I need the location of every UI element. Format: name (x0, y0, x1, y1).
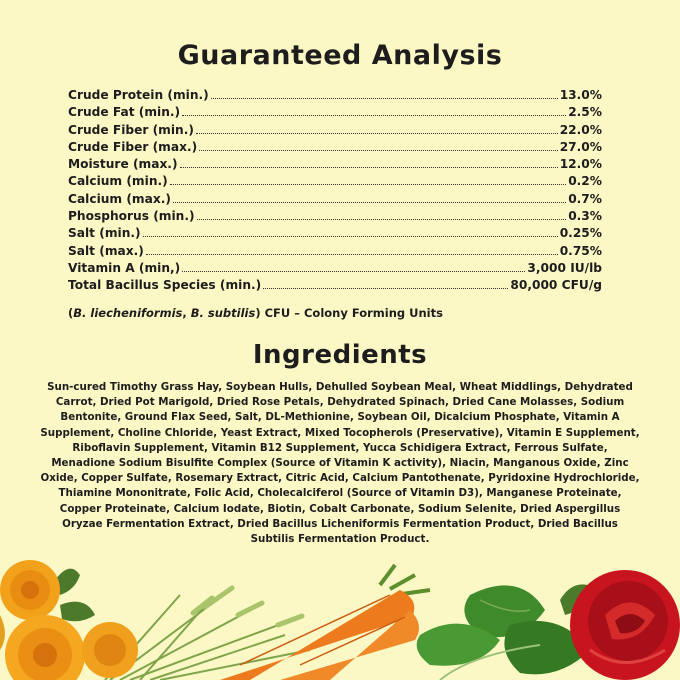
timothy-hay-icon (105, 588, 310, 680)
analysis-label: Crude Fat (min.) (68, 105, 181, 120)
dot-leader (173, 202, 566, 203)
guaranteed-analysis-table (68, 87, 602, 295)
ingredients-title: Ingredients (252, 340, 428, 370)
analysis-label: Crude Fiber (min.) (68, 122, 194, 137)
dot-leader (199, 150, 558, 151)
analysis-row (68, 208, 602, 225)
analysis-row (68, 277, 602, 294)
analysis-value: 12.0% (559, 157, 602, 172)
analysis-row (68, 191, 602, 208)
analysis-value: 0.25% (559, 226, 602, 241)
analysis-label: Vitamin A (min,) (68, 260, 181, 275)
note-rest: ) CFU – Colony Forming Units (255, 306, 443, 320)
analysis-row (68, 243, 602, 260)
analysis-label: Total Bacillus Species (min.) (68, 278, 262, 293)
dot-leader (197, 219, 567, 220)
analysis-row (68, 122, 602, 139)
marigold-icon (0, 560, 138, 680)
analysis-label: Phosphorus (min.) (68, 209, 195, 224)
analysis-label: Crude Fiber (max.) (68, 139, 198, 154)
analysis-row (68, 225, 602, 242)
ingredients-text: Sun-cured Timothy Grass Hay, Soybean Hulls, Dehulled Soybean Meal, Wheat Middlings, Dehydrated Carrot, Dried Pot Marigold, Dried Rose Petals, Dehydrated Spinach, Dried Cane Molasses, Sodium Bentonite, Ground Flax Seed, Salt, DL-Methionine, Soybean Oil, Dicalcium Phosphate, Vitamin A Supplement, Choline Chloride, Yeast Extract, Mixed Tocopherols (Preservative), Vitamin E Supplement, Riboflavin Supplement, Vitamin B12 Supplement, Yucca Schidigera Extract, Ferrous Sulfate, Menadione Sodium Bisulfite Complex (Source of Vitamin K activity), Niacin, Manganous Oxide, Zinc Oxide, Copper Sulfate, Rosemary Extract, Citric Acid, Calcium Pantothenate, Pyridoxine Hydrochloride, Thiamine Mononitrate, Folic Acid, Cholecalciferol (Source of Vitamin D3), Manganese Proteinate, Copper Proteinate, Calcium Iodate, Biotin, Cobalt Carbonate, Sodium Selenite, Dried Aspergillus Oryzae Fermentation Extract, Dried Bacillus Licheniformis Fermentation Product, Dried Bacillus Subtilis Fermentation Product. (40, 381, 640, 546)
dot-leader (146, 254, 558, 255)
cfu-note (68, 306, 443, 320)
analysis-row (68, 139, 602, 156)
analysis-value: 3,000 IU/lb (527, 260, 602, 275)
dot-leader (196, 133, 558, 134)
analysis-label: Crude Protein (min.) (68, 88, 209, 102)
analysis-value: 2.5% (568, 105, 602, 120)
analysis-value: 0.3% (568, 209, 602, 224)
analysis-value: 22.0% (559, 122, 602, 137)
dot-leader (211, 98, 558, 99)
analysis-row (68, 87, 602, 104)
dot-leader (263, 288, 508, 289)
analysis-label: Moisture (max.) (68, 157, 178, 172)
analysis-value: 0.75% (559, 243, 602, 258)
dot-leader (182, 271, 525, 272)
analysis-value: 13.0% (559, 88, 602, 102)
analysis-value: 80,000 CFU/g (510, 278, 602, 293)
analysis-label: Salt (min.) (68, 226, 141, 241)
analysis-value: 27.0% (559, 139, 602, 154)
dot-leader (143, 236, 558, 237)
analysis-value: 0.7% (568, 191, 602, 206)
note-open: ( (68, 306, 74, 320)
note-sep: , (182, 306, 191, 320)
analysis-label: Calcium (min.) (68, 174, 168, 189)
dot-leader (170, 184, 566, 185)
ingredient-illustration (0, 555, 680, 680)
analysis-label: Calcium (max.) (68, 191, 171, 206)
analysis-row (68, 104, 602, 121)
analysis-row (68, 156, 602, 173)
analysis-value: 0.2% (568, 174, 602, 189)
carrot-icon (220, 565, 430, 680)
dot-leader (182, 115, 566, 116)
analysis-row (68, 260, 602, 277)
dot-leader (180, 167, 558, 168)
note-species-1: B. liecheniformis (73, 306, 183, 320)
analysis-label: Salt (max.) (68, 243, 144, 258)
rose-icon (560, 570, 680, 680)
guaranteed-analysis-title: Guaranteed Analysis (177, 40, 503, 71)
analysis-row (68, 173, 602, 190)
note-species-2: B. subtilis (190, 306, 256, 320)
